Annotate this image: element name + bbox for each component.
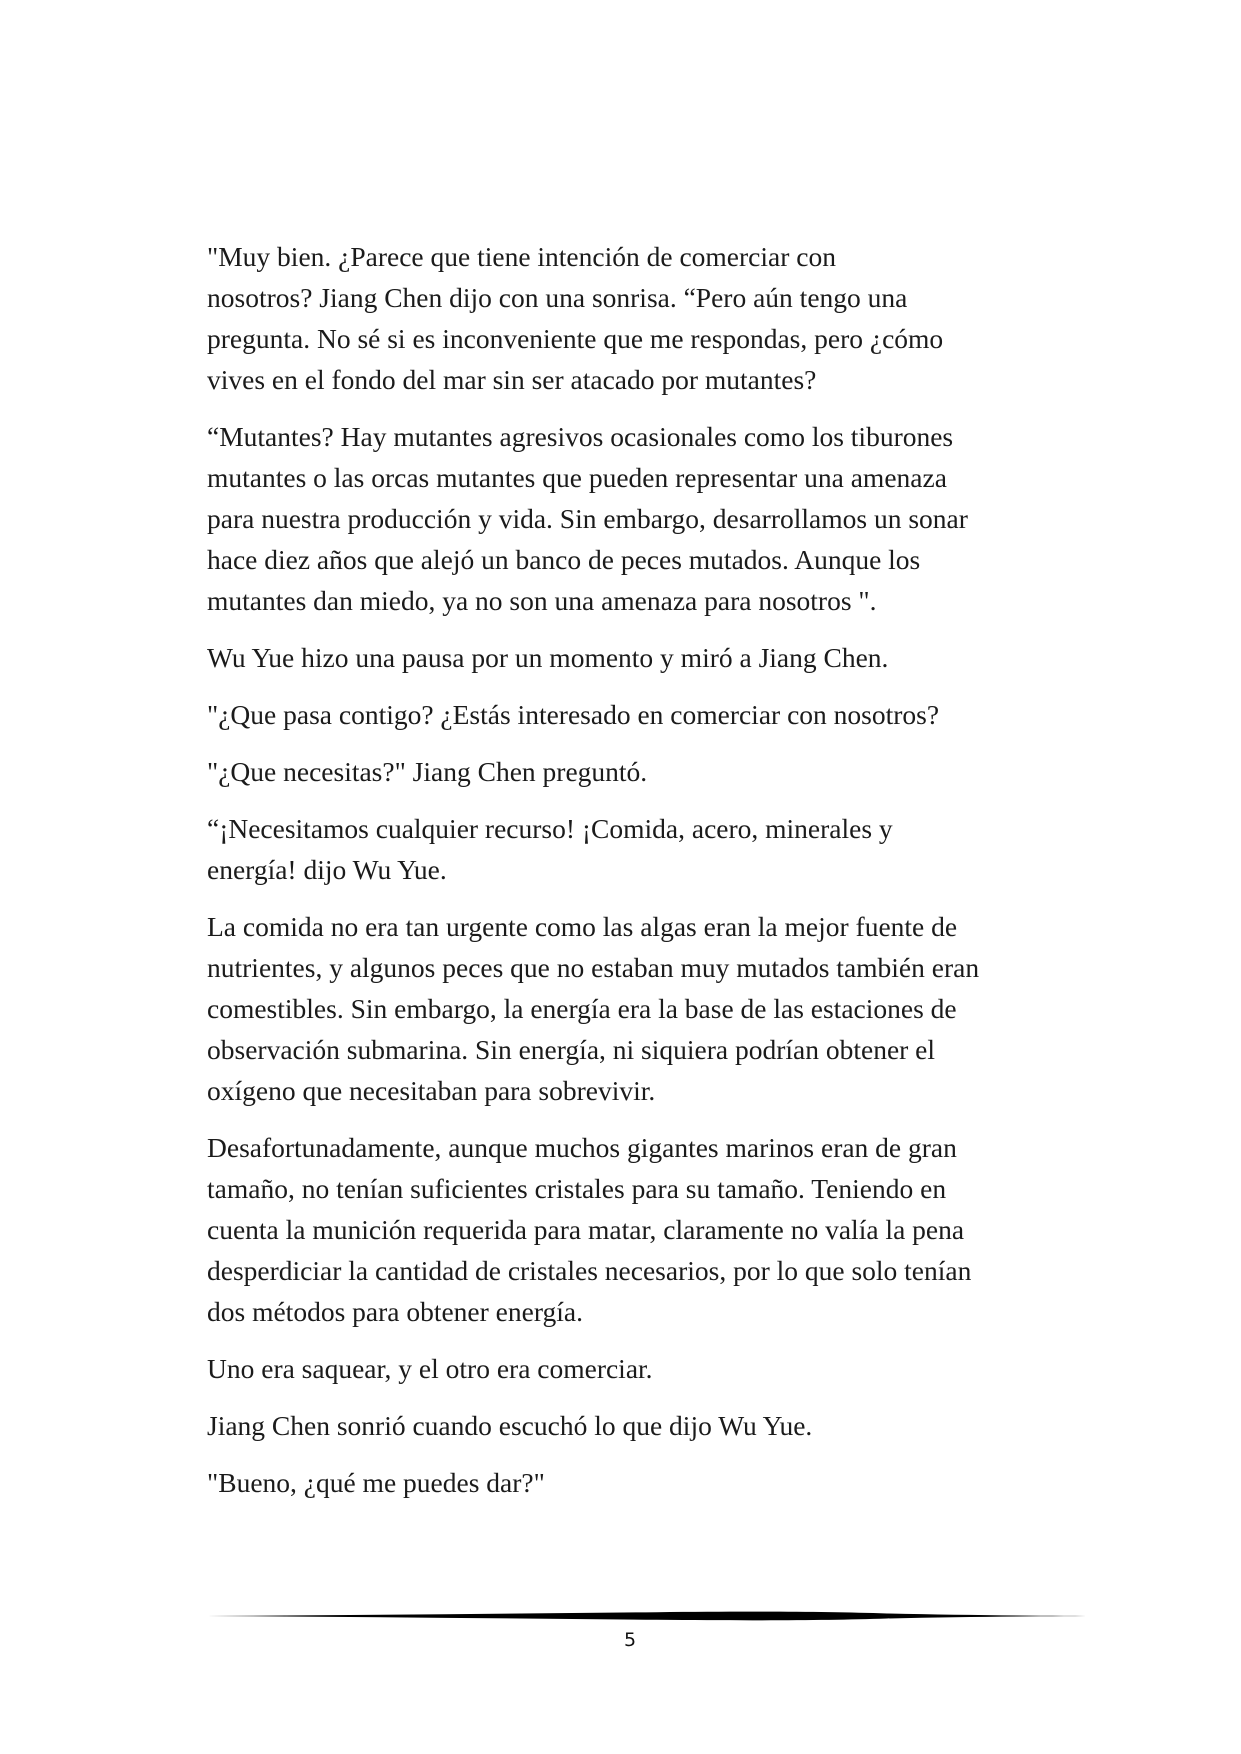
paragraph-10: Jiang Chen sonrió cuando escuchó lo que dijo Wu Yue. bbox=[207, 1410, 813, 1441]
paragraph-6: “¡Necesitamos cualquier recurso! ¡Comida, acero, minerales y energía! dijo Wu Yue. bbox=[207, 813, 893, 885]
paragraph-1: "Muy bien. ¿Parece que tiene intención de comerciar con nosotros? Jiang Chen dijo con una sonrisa. “Pero aún tengo una pregunta. No sé si es inconveniente que me respondas, pero ¿cómo vives en el fondo del mar sin ser atacado por mutantes? bbox=[207, 241, 944, 395]
page-number: 5 bbox=[623, 1629, 637, 1651]
footer-rule bbox=[207, 1609, 1107, 1623]
paragraph-3: Wu Yue hizo una pausa por un momento y miró a Jiang Chen. bbox=[207, 642, 889, 673]
paragraph-11: "Bueno, ¿qué me puedes dar?" bbox=[207, 1467, 545, 1498]
paragraph-5: "¿Que necesitas?" Jiang Chen preguntó. bbox=[207, 756, 648, 787]
body-text bbox=[207, 236, 1067, 1519]
footer-rule-stroke bbox=[207, 1612, 1107, 1621]
paragraph-8: Desafortunadamente, aunque muchos gigantes marinos eran de gran tamaño, no tenían suficientes cristales para su tamaño. Teniendo en cuenta la munición requerida para matar, claramente no valía la pena desperdiciar la cantidad de cristales necesarios, por lo que solo tenían dos métodos para obtener energía. bbox=[207, 1132, 972, 1327]
paragraph-2: “Mutantes? Hay mutantes agresivos ocasionales como los tiburones mutantes o las orcas mutantes que pueden representar una amenaza para nuestra producción y vida. Sin embargo, desarrollamos un sonar hace diez años que alejó un banco de peces mutados. Aunque los mutantes dan miedo, ya no son una amenaza para nosotros ". bbox=[207, 421, 968, 616]
paragraph-4: "¿Que pasa contigo? ¿Estás interesado en comerciar con nosotros? bbox=[207, 699, 940, 730]
paragraph-9: Uno era saquear, y el otro era comerciar. bbox=[207, 1353, 653, 1384]
paragraph-7: La comida no era tan urgente como las algas eran la mejor fuente de nutrientes, y algunos peces que no estaban muy mutados también eran comestibles. Sin embargo, la energía era la base de las estaciones de observación submarina. Sin energía, ni siquiera podrían obtener el oxígeno que necesitaban para sobrevivir. bbox=[207, 911, 980, 1106]
